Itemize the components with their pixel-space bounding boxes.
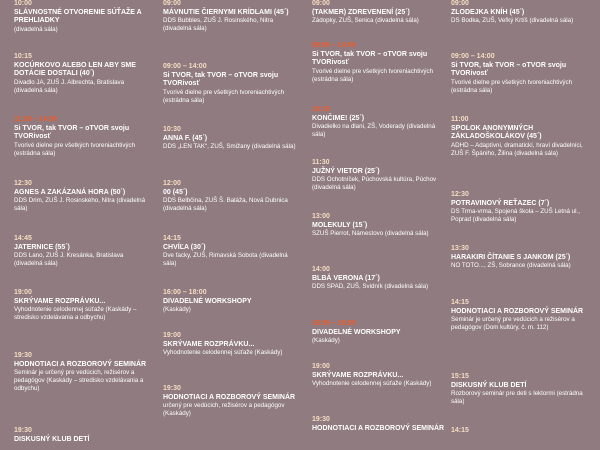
- event-description: DDS Ochotníček, Púchovská kultúra, Púchov (divadelná sála): [312, 176, 437, 191]
- event-time: 11:00 – 14:00: [14, 116, 58, 123]
- schedule-event: [312, 0, 446, 25]
- schedule-event: [163, 180, 297, 213]
- event-time: 14:45: [14, 235, 32, 242]
- event-description: Rozborový seminár pre deti s lektormi (estrádna sála): [451, 390, 583, 405]
- event-description: (divadelná sála): [14, 25, 58, 33]
- event-description: SZUŠ Pierrot, Námestovo (divadelná sála): [312, 230, 429, 237]
- schedule-event: [14, 116, 148, 158]
- schedule-event: [451, 245, 585, 270]
- event-description: NO TOTO..., ZŠ, Sobrance (divadelná sála): [451, 262, 571, 269]
- schedule-event: [14, 235, 148, 268]
- event-title: DISKUSNÝ KLUB DETÍ: [451, 381, 527, 389]
- event-time: 10:15: [14, 53, 32, 60]
- schedule-event: [14, 289, 148, 322]
- event-description: (Kaskády): [163, 306, 191, 313]
- event-time: 10:00: [14, 0, 32, 7]
- schedule-column: [14, 0, 148, 450]
- schedule-event: [451, 0, 585, 25]
- schedule-event: [451, 191, 585, 224]
- event-time: 12:30: [14, 180, 32, 187]
- event-title: JUŽNÝ VIETOR (25´): [312, 167, 380, 175]
- event-time: 09:00 – 14:00: [163, 63, 207, 70]
- schedule-column: [163, 0, 297, 450]
- event-time: 09:00: [312, 0, 330, 7]
- event-title: SKRÝVAME ROZPRÁVKU...: [312, 371, 404, 379]
- event-time: 15:30 – 18:00: [312, 320, 356, 327]
- event-title: SLÁVNOSTNÉ OTVORENIE SÚŤAŽE A PREHLIADKY: [14, 8, 142, 24]
- event-description: Vyhodnotenie celodennej súťaže (Kaskády): [312, 380, 432, 387]
- event-title: DIVADELNÉ WORKSHOPY: [163, 297, 252, 305]
- event-description: Seminár je určený pre vedúcich a režisérov a pedagógov (Dom kultúry, č. m. 112): [451, 316, 575, 331]
- schedule-event: [14, 352, 148, 393]
- event-description: Tvorivé dielne pre všetkých tvoreniachtivých (estrádna sála): [312, 67, 434, 83]
- event-time: 14:00: [312, 266, 330, 273]
- event-time: 14:15: [163, 235, 181, 242]
- event-description: Dve facky, ZUŠ, Rimavská Sobota (divadelná sála): [163, 252, 288, 267]
- event-title: HODNOTIACI A ROZBOROVÝ SEMINÁR: [163, 393, 296, 401]
- event-time: 13:30: [451, 245, 469, 252]
- event-description: Divadlo JA, ZUŠ J. Albrechta, Bratislava (divadelná sála): [14, 78, 125, 94]
- schedule-event: [163, 63, 297, 105]
- event-time: 13:00: [312, 213, 330, 220]
- event-title: BLBÁ VERONA (17´): [312, 274, 380, 282]
- event-description: Seminár je určený pre vedúcich, režisérov a pedagógov (Kaskády – stredisko vzdelávania a odbychu): [14, 369, 144, 392]
- schedule-event: [14, 0, 148, 34]
- event-title: Si TVOR, tak TVOR – oTVOR svoju TVORivosť: [312, 50, 428, 66]
- schedule-column: [312, 0, 446, 450]
- schedule-event: [312, 320, 446, 345]
- event-description: určený pre vedúcich, režisérov a pedagógov (Kaskády): [163, 402, 285, 417]
- event-description: Vyhodnotenie celodennej súťaže (Kaskády): [163, 349, 283, 356]
- event-title: Si TVOR, tak TVOR – oTVOR svoju TVORivosť: [14, 124, 130, 140]
- event-title: CHVÍĽA (30´): [163, 243, 206, 251]
- event-time: 15:15: [451, 373, 469, 380]
- event-description: (Kaskády): [312, 337, 340, 344]
- event-title: HARAKIRI ČÍTANIE S JANKOM (25´): [451, 253, 571, 261]
- event-time: 16:00 – 18:00: [163, 289, 207, 296]
- schedule-event: [451, 53, 585, 95]
- event-title: HODNOTIACI A ROZBOROVÝ SEMINÁR: [14, 360, 147, 368]
- event-title: ANNA F. (45´): [163, 134, 208, 142]
- event-title: SKRÝVAME ROZPRÁVKU...: [14, 297, 106, 305]
- schedule-event: [163, 289, 297, 314]
- event-description: ADHD – Adaptívni, dramatickí, hraví divadelníci, ZUŠ F. Špániho, Žilina (divadelná sála): [451, 141, 583, 157]
- event-title: SKRÝVAME ROZPRÁVKU...: [163, 340, 255, 348]
- schedule-event: [312, 42, 446, 84]
- event-time: 19:00: [163, 332, 181, 339]
- event-description: Tvorivé dielne pre všetkých tvoreniachtivých (estrádna sála): [451, 78, 573, 94]
- event-time: 14:15: [451, 299, 469, 306]
- event-description: DDS „LEN TAK“, ZUŠ, Smižany (divadelná sála): [163, 143, 296, 150]
- event-time: 19:30: [163, 385, 181, 392]
- event-time: 10:15: [312, 106, 330, 113]
- event-title: ZLODEJKA KNÍH (45´): [451, 8, 525, 16]
- event-time: 12:00: [163, 180, 181, 187]
- schedule-event: [163, 385, 297, 418]
- event-time: 09:00: [163, 0, 181, 7]
- event-title: MÁVNUTIE ČIERNYMI KRÍDLAMI (45´): [163, 8, 289, 16]
- event-description: Vyhodnotenie celodennej súťaže (Kaskády – stredisko vzdelávania a odbychu): [14, 306, 137, 321]
- event-title: KONČIME! (25´): [312, 114, 365, 122]
- schedule-event: [163, 126, 297, 151]
- event-time: 19:00: [312, 363, 330, 370]
- event-title: JATERNICE (55´): [14, 243, 70, 251]
- event-description: Tvorivé dielne pre všetkých tvoreniachtivých (estrádna sála): [14, 141, 136, 157]
- event-time: 09:00 – 14:00: [312, 42, 356, 49]
- schedule-event: [312, 416, 446, 433]
- schedule-event: [451, 427, 585, 436]
- event-description: Tvorivé dielne pre všetkých tvoreniachtivých (estrádna sála): [163, 88, 285, 104]
- event-description: DDS SPAD, ZUŠ, Svidník (divadelná sála): [312, 283, 429, 290]
- schedule-column: [451, 0, 585, 450]
- event-time: 12:30: [451, 191, 469, 198]
- event-description: DDS Drim, ZUŠ J. Rosinského, Nitra (divadelná sála): [14, 197, 146, 212]
- event-time: 19:30: [14, 352, 32, 359]
- event-time: 09:00 – 14:00: [451, 53, 495, 60]
- event-title: 00 (45´): [163, 188, 188, 196]
- schedule-event: [14, 180, 148, 213]
- event-description: Divadielko na dlani, ZŠ, Voderady (divadelná sála): [312, 123, 436, 138]
- event-time: 19:00: [14, 289, 32, 296]
- schedule-event: [451, 116, 585, 158]
- event-time: 10:30: [163, 126, 181, 133]
- event-title: KOCÚRKOVO ALEBO LEN ABY SME DOTÁCIE DOSTALI (40´): [14, 61, 136, 77]
- event-time: 19:30: [14, 427, 32, 434]
- schedule-event: [163, 332, 297, 357]
- schedule-event: [14, 427, 148, 444]
- event-description: DDS Bubbles, ZUŠ J. Rosinského, Nitra (divadelná sála): [163, 17, 274, 32]
- schedule-event: [312, 106, 446, 139]
- event-description: DS Bodka, ZUŠ, Veľký Krtíš (divadelná sála): [451, 17, 574, 24]
- event-title: AGNES A ZAKÁZANÁ HORA (50´): [14, 188, 126, 196]
- event-time: 11:30: [312, 159, 330, 166]
- schedule-event: [163, 0, 297, 33]
- event-title: HODNOTIACI A ROZBOROVÝ SEMINÁR: [312, 424, 445, 432]
- event-description: Zádopky, ZUŠ, Senica (divadelná sála): [312, 17, 419, 24]
- event-title: POTRAVINOVÝ REŤAZEC (7´): [451, 199, 550, 207]
- schedule-event: [312, 159, 446, 192]
- schedule-event: [163, 235, 297, 268]
- event-title: DISKUSNÝ KLUB DETÍ: [14, 435, 90, 443]
- event-title: Si TVOR, tak TVOR – oTVOR svoju TVORivosť: [163, 71, 279, 87]
- schedule-event: [14, 53, 148, 95]
- event-title: (TAKMER) ZDREVENENÍ (25´): [312, 8, 410, 16]
- schedule-event: [451, 373, 585, 406]
- event-title: HODNOTIACI A ROZBOROVÝ SEMINÁR: [451, 307, 584, 315]
- event-time: 11:00: [451, 116, 469, 123]
- event-time: 09:00: [451, 0, 469, 7]
- schedule-event: [312, 213, 446, 238]
- event-description: DS Trma-vrma, Spojená škola – ZUŠ Letná ul., Poprad (divadelná sála): [451, 208, 580, 223]
- event-title: Si TVOR, tak TVOR – oTVOR svoju TVORivosť: [451, 61, 567, 77]
- schedule-event: [451, 299, 585, 332]
- event-title: SPOLOK ANONYMNÝCH ZÁKLADOŠKOLÁKOV (45´): [451, 124, 542, 140]
- schedule-event: [312, 363, 446, 388]
- event-time: 14:15: [451, 427, 469, 434]
- event-description: DDS Belbčina, ZUŠ Š. Baláža, Nová Dubnica (divadelná sála): [163, 197, 288, 212]
- schedule-event: [312, 266, 446, 291]
- event-title: DIVADELNÉ WORKSHOPY: [312, 328, 401, 336]
- event-description: DDS Lano, ZUŠ J. Kresánka, Bratislava (divadelná sála): [14, 252, 124, 267]
- event-title: MOLEKULY (15´): [312, 221, 368, 229]
- event-time: 19:30: [312, 416, 330, 423]
